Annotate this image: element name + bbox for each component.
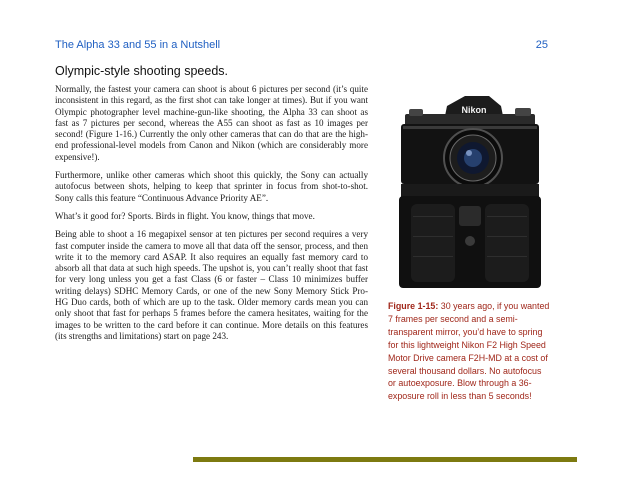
paragraph: Normally, the fastest your camera can shoot is about 6 pictures per second (it’s quite inconsistent in this regard, as the first shot can take longer at times). But if you want Olympic photographer level machine-gun-like shooting, the Alpha 33 can shoot as fast as 7 pictures per second, whereas the A55 can shoot as fast as 10 images per second! (Figure 1-16.) Currently the only other cameras that can do that are the high-end professional-level models from Canon and Nikon (which are considerably more expensive!). [55, 84, 368, 162]
footer-rule [193, 457, 577, 462]
figure-caption [388, 300, 550, 403]
paragraph: Furthermore, unlike other cameras which shoot this quickly, the Sony can actually autofocus between shots, helping to keep that sprinter in focus from shot-to-shot. Sony calls this feature “Continuous Advance Priority AE”. [55, 170, 368, 203]
camera-brand-text: Nikon [461, 105, 487, 115]
paragraph: What’s it good for? Sports. Birds in flight. You know, things that move. [55, 210, 315, 221]
figure-caption-text: 30 years ago, if you wanted 7 frames per second and a semi-transparent mirror, you’d have to spring for this lightweight Nikon F2 High Speed Motor Drive camera F2H-MD at a cost of several thousand dollars. No autofocus or autoexposure. Blow through a 36-exposure roll in less than 5 seconds! [388, 301, 550, 402]
body-text [55, 84, 368, 349]
camera-photo [391, 96, 549, 290]
header-title: The Alpha 33 and 55 in a Nutshell [55, 39, 221, 51]
section-heading: Olympic-style shooting speeds. [55, 64, 228, 78]
paragraph: Being able to shoot a 16 megapixel sensor at ten pictures per second requires a very fast computer inside the camera to move all that data off the sensor, process, and then write it to the memory card ASAP. It also requires an equally fast memory card to absorb all that data at such high speeds. The upshot is, you can’t really shoot that fast for very long unless you get a fast Class (6 or faster – Class 10 minimizes buffer writing delays) SDHC Memory Cards, or one of the new Sony Memory Stick Pro-HG Duo cards, both of which are up to the task. Older memory cards mean you can only shoot that fast for perhaps 5 frames before the camera hesitates, waiting for the images to be written to the card before it can continue. More details on this features (its strengths and limitations) start on page 243. [55, 229, 368, 341]
figure-label: Figure 1-15: [388, 301, 439, 311]
page-number: 25 [535, 39, 548, 51]
